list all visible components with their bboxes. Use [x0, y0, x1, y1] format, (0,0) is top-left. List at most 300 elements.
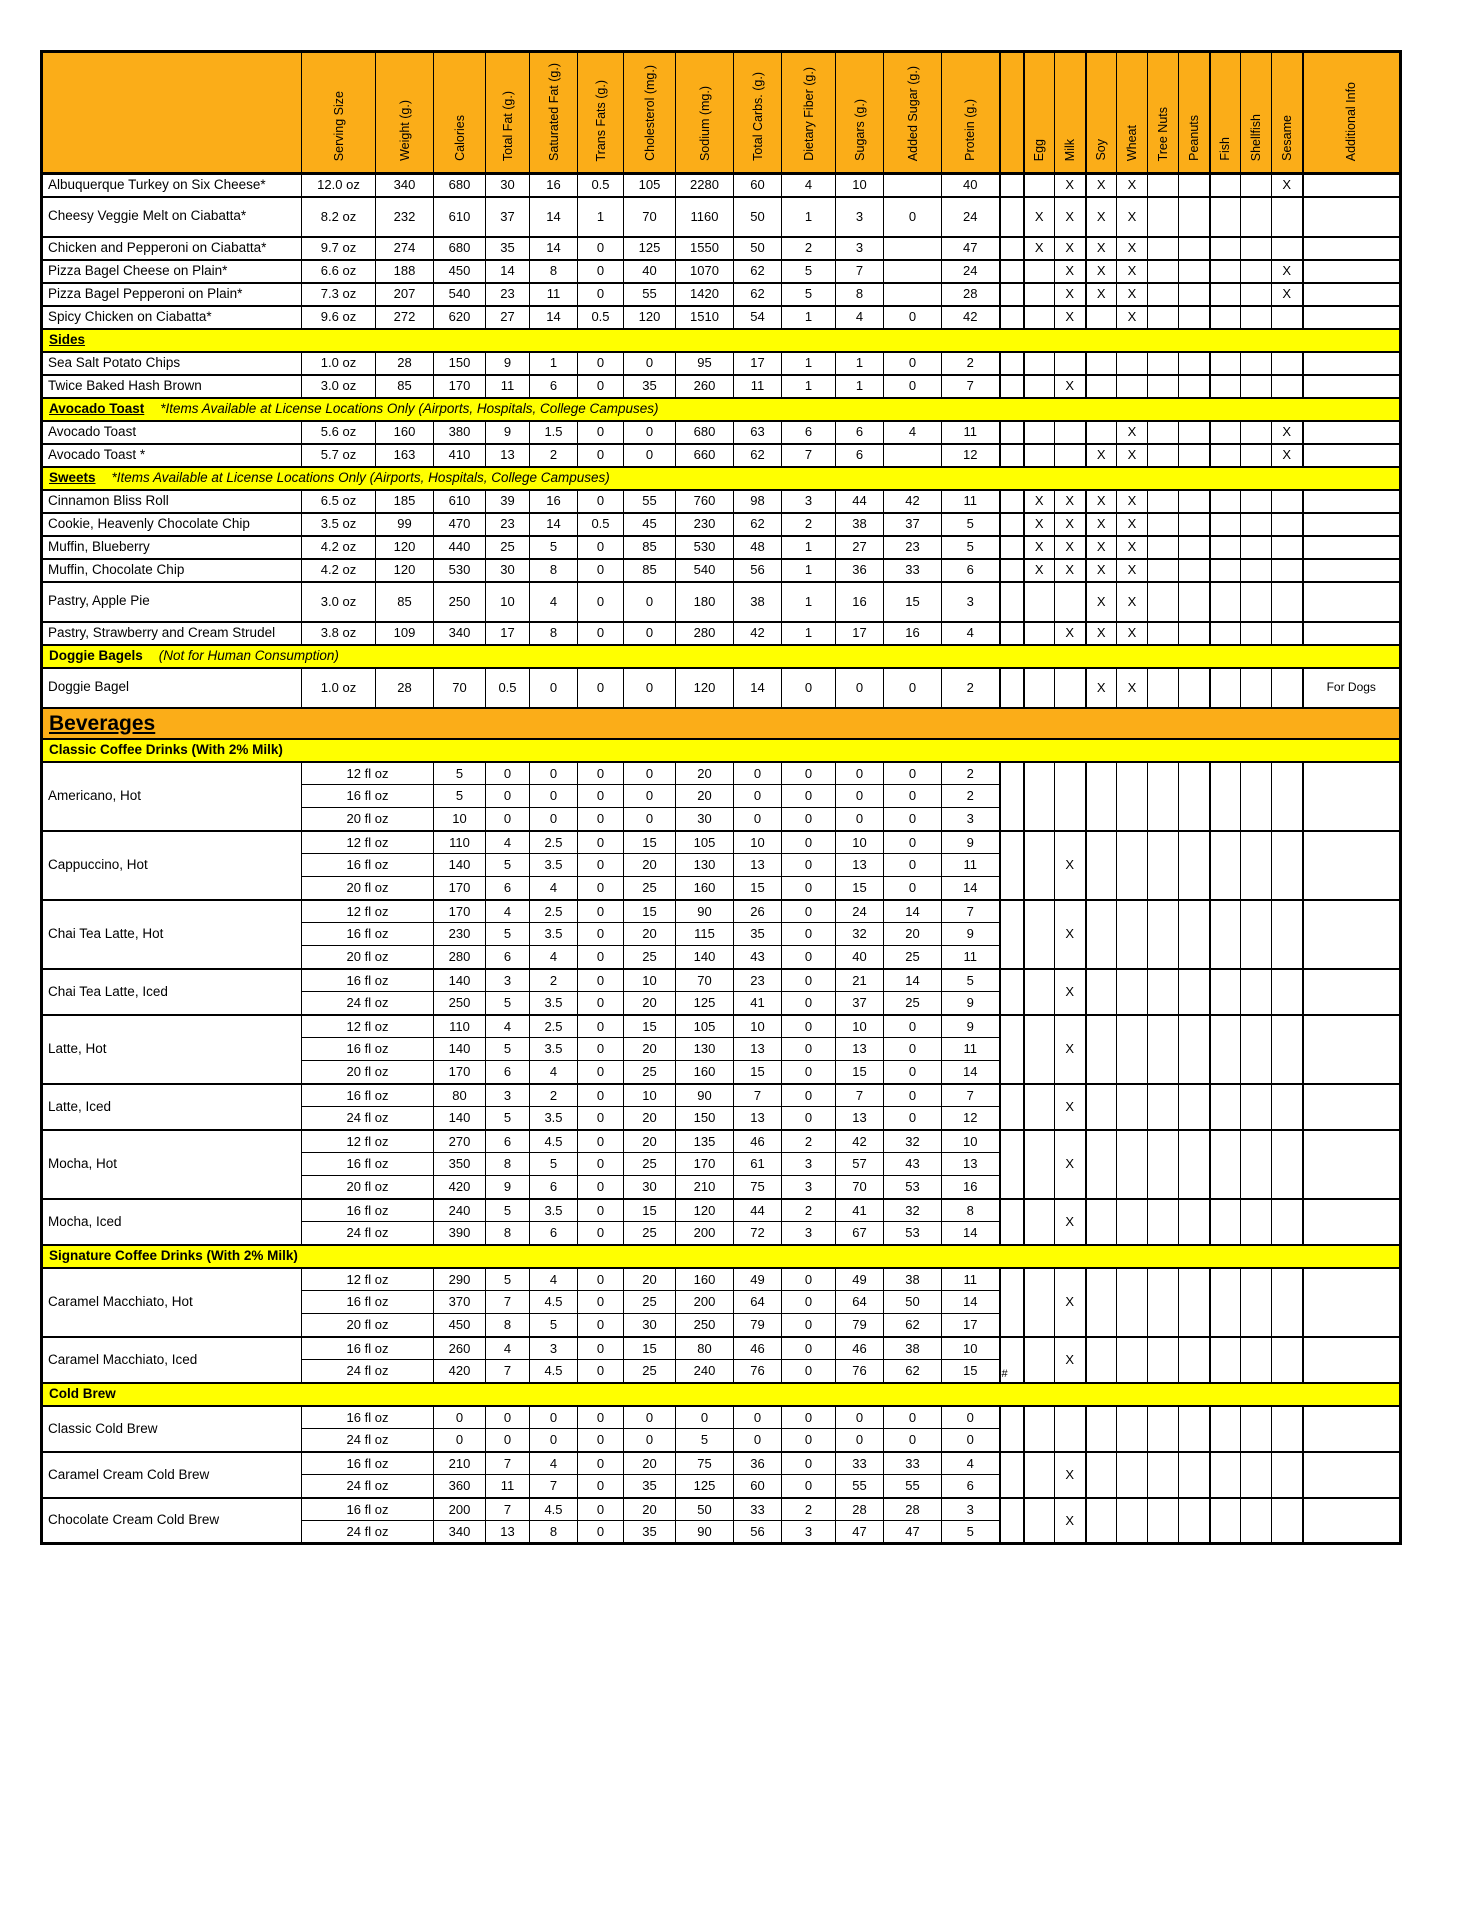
item-row	[42, 536, 1401, 559]
cell-calories: 170	[434, 1061, 486, 1084]
cell-sugars: 21	[836, 969, 884, 992]
allergen-cell-sesame	[1272, 559, 1303, 582]
section-band	[42, 708, 1401, 739]
cell-cholesterol: 85	[624, 559, 676, 582]
allergen-cell-wheat	[1117, 1130, 1148, 1199]
cell-sodium: 160	[676, 877, 734, 900]
cell-total_fat: 5	[486, 992, 530, 1015]
allergen-cell-fish	[1210, 490, 1241, 513]
cell-sodium: 5	[676, 1429, 734, 1452]
cell-total_fat: 3	[486, 1084, 530, 1107]
cell-added_sugar: 0	[884, 668, 942, 708]
cell-saturated_fat: 0	[530, 1406, 578, 1429]
allergen-cell-peanuts	[1179, 762, 1210, 831]
allergen-cell-sesame	[1272, 352, 1303, 375]
allergen-cell-fish	[1210, 1406, 1241, 1452]
cell-trans_fats: 0	[578, 1360, 624, 1383]
allergen-cell-sesame	[1272, 237, 1303, 260]
cell-trans_fats: 0	[578, 1038, 624, 1061]
cell-total_carbs: 33	[734, 1498, 782, 1521]
allergen-cell-tree_nuts	[1148, 622, 1179, 645]
allergen-cell-fish	[1210, 536, 1241, 559]
cell-added_sugar: 0	[884, 352, 942, 375]
cell-sodium: 210	[676, 1176, 734, 1199]
column-header-label: Serving Size	[331, 90, 346, 161]
cell-calories: 250	[434, 582, 486, 622]
cell-calories: 610	[434, 490, 486, 513]
cell-weight: 28	[376, 352, 434, 375]
cell-total_fat: 6	[486, 946, 530, 969]
cell-dietary_fiber: 0	[782, 1061, 836, 1084]
cell-serving-size: 7.3 oz	[302, 283, 376, 306]
cell-sugars: 13	[836, 1038, 884, 1061]
cell-calories: 70	[434, 668, 486, 708]
cell-sodium: 20	[676, 762, 734, 785]
cell-saturated_fat: 2	[530, 444, 578, 467]
cell-added_sugar: 43	[884, 1153, 942, 1176]
allergen-cell-wheat	[1117, 1199, 1148, 1245]
cell-sodium: 135	[676, 1130, 734, 1153]
spacer-cell	[1000, 306, 1024, 329]
cell-added_sugar: 53	[884, 1222, 942, 1245]
allergen-cell-egg	[1024, 174, 1055, 197]
item-row	[42, 375, 1401, 398]
cell-cholesterol: 20	[624, 854, 676, 877]
cell-total_fat: 6	[486, 877, 530, 900]
additional-info-cell	[1303, 1498, 1401, 1544]
cell-saturated_fat: 3.5	[530, 992, 578, 1015]
cell-saturated_fat: 3.5	[530, 1199, 578, 1222]
allergen-cell-soy	[1086, 306, 1117, 329]
column-header-sesame	[1272, 52, 1303, 174]
serving-size-cell: 20 fl oz	[302, 1061, 434, 1084]
cell-cholesterol: 30	[624, 1314, 676, 1337]
cell-serving-size: 6.5 oz	[302, 490, 376, 513]
allergen-cell-shellfish	[1241, 444, 1272, 467]
allergen-cell-soy: X	[1086, 536, 1117, 559]
cell-sugars: 37	[836, 992, 884, 1015]
column-header-sugars-g	[836, 52, 884, 174]
allergen-cell-wheat	[1117, 1337, 1148, 1383]
cell-cholesterol: 35	[624, 375, 676, 398]
allergen-cell-milk: X	[1055, 375, 1086, 398]
cell-dietary_fiber: 1	[782, 306, 836, 329]
spacer-cell	[1000, 668, 1024, 708]
section-label: Doggie Bagels	[49, 647, 143, 663]
serving-size-cell: 24 fl oz	[302, 1429, 434, 1452]
cell-sugars: 1	[836, 352, 884, 375]
section-band	[42, 1245, 1401, 1268]
cell-added_sugar: 32	[884, 1199, 942, 1222]
cell-added_sugar: 0	[884, 785, 942, 808]
cell-sodium: 240	[676, 1360, 734, 1383]
allergen-cell-soy: X	[1086, 513, 1117, 536]
cell-saturated_fat: 4.5	[530, 1130, 578, 1153]
spacer-cell	[1000, 444, 1024, 467]
allergen-cell-wheat	[1117, 1084, 1148, 1130]
spacer-cell	[1000, 352, 1024, 375]
allergen-cell-tree_nuts	[1148, 1084, 1179, 1130]
allergen-cell-peanuts	[1179, 1452, 1210, 1498]
cell-protein: 28	[942, 283, 1000, 306]
spacer-cell	[1000, 237, 1024, 260]
additional-info-cell	[1303, 900, 1401, 969]
cell-cholesterol: 20	[624, 1107, 676, 1130]
cell-protein: 9	[942, 992, 1000, 1015]
item-name-cell: Muffin, Chocolate Chip	[42, 559, 302, 582]
section-label: Sides	[49, 331, 86, 347]
cell-dietary_fiber: 0	[782, 1452, 836, 1475]
allergen-cell-soy: X	[1086, 237, 1117, 260]
additional-info-cell	[1303, 582, 1401, 622]
cell-total_fat: 9	[486, 421, 530, 444]
spacer-cell	[1000, 260, 1024, 283]
additional-info-cell	[1303, 559, 1401, 582]
allergen-cell-peanuts	[1179, 582, 1210, 622]
allergen-cell-peanuts	[1179, 1406, 1210, 1452]
column-header-label: Shellfish	[1249, 113, 1263, 161]
cell-protein: 11	[942, 421, 1000, 444]
beverage-row	[42, 1084, 1401, 1107]
cell-protein: 3	[942, 808, 1000, 831]
allergen-cell-milk: X	[1055, 174, 1086, 197]
cell-added_sugar: 14	[884, 969, 942, 992]
cell-total_carbs: 26	[734, 900, 782, 923]
cell-sodium: 90	[676, 1084, 734, 1107]
cell-calories: 350	[434, 1153, 486, 1176]
cell-dietary_fiber: 0	[782, 668, 836, 708]
spacer-cell	[1000, 421, 1024, 444]
cell-sugars: 64	[836, 1291, 884, 1314]
allergen-cell-wheat: X	[1117, 174, 1148, 197]
allergen-cell-milk: X	[1055, 536, 1086, 559]
allergen-cell-shellfish	[1241, 1084, 1272, 1130]
cell-trans_fats: 0	[578, 831, 624, 854]
cell-total_carbs: 62	[734, 444, 782, 467]
section-band-row	[42, 398, 1401, 421]
allergen-cell-wheat: X	[1117, 622, 1148, 645]
allergen-cell-sesame	[1272, 1337, 1303, 1383]
serving-size-cell: 24 fl oz	[302, 992, 434, 1015]
allergen-cell-milk: X	[1055, 490, 1086, 513]
cell-trans_fats: 0	[578, 900, 624, 923]
cell-saturated_fat: 4	[530, 1268, 578, 1291]
cell-calories: 140	[434, 969, 486, 992]
section-band-row	[42, 708, 1401, 739]
allergen-cell-sesame: X	[1272, 260, 1303, 283]
column-header-sodium-mg	[676, 52, 734, 174]
cell-calories: 150	[434, 352, 486, 375]
column-header-label: Protein (g.)	[963, 99, 978, 161]
spacer-cell	[1000, 490, 1024, 513]
cell-cholesterol: 20	[624, 1130, 676, 1153]
allergen-cell-fish	[1210, 559, 1241, 582]
additional-info-cell	[1303, 283, 1401, 306]
cell-total_carbs: 42	[734, 622, 782, 645]
cell-added_sugar: 32	[884, 1130, 942, 1153]
cell-sugars: 7	[836, 1084, 884, 1107]
cell-dietary_fiber: 2	[782, 1199, 836, 1222]
cell-total_carbs: 75	[734, 1176, 782, 1199]
allergen-cell-egg	[1024, 1337, 1055, 1383]
column-header-peanuts	[1179, 52, 1210, 174]
allergen-cell-peanuts	[1179, 444, 1210, 467]
cell-trans_fats: 0	[578, 1406, 624, 1429]
cell-protein: 3	[942, 582, 1000, 622]
section-note: *Items Available at License Locations Only (Airports, Hospitals, College Campuses)	[160, 400, 659, 416]
allergen-cell-egg	[1024, 900, 1055, 969]
cell-weight: 120	[376, 536, 434, 559]
cell-sodium: 0	[676, 1406, 734, 1429]
cell-saturated_fat: 14	[530, 513, 578, 536]
cell-saturated_fat: 4.5	[530, 1291, 578, 1314]
additional-info-cell	[1303, 513, 1401, 536]
cell-calories: 280	[434, 946, 486, 969]
allergen-cell-milk: X	[1055, 1337, 1086, 1383]
item-row	[42, 283, 1401, 306]
cell-trans_fats: 0	[578, 283, 624, 306]
cell-protein: 5	[942, 1521, 1000, 1544]
cell-added_sugar: 0	[884, 1107, 942, 1130]
allergen-cell-sesame	[1272, 622, 1303, 645]
item-row	[42, 444, 1401, 467]
spacer-cell	[1000, 969, 1024, 1015]
cell-saturated_fat: 4	[530, 1452, 578, 1475]
allergen-cell-sesame	[1272, 1406, 1303, 1452]
cell-added_sugar: 15	[884, 582, 942, 622]
cell-sugars: 6	[836, 421, 884, 444]
cell-cholesterol: 15	[624, 1199, 676, 1222]
allergen-cell-shellfish	[1241, 831, 1272, 900]
cell-cholesterol: 20	[624, 923, 676, 946]
cell-added_sugar: 0	[884, 1038, 942, 1061]
cell-total_carbs: 72	[734, 1222, 782, 1245]
allergen-cell-peanuts	[1179, 1084, 1210, 1130]
allergen-cell-milk	[1055, 762, 1086, 831]
cell-total_carbs: 54	[734, 306, 782, 329]
cell-cholesterol: 0	[624, 785, 676, 808]
beverage-row	[42, 1498, 1401, 1521]
cell-sugars: 0	[836, 1406, 884, 1429]
serving-size-cell: 12 fl oz	[302, 762, 434, 785]
cell-saturated_fat: 6	[530, 375, 578, 398]
section-band	[42, 1383, 1401, 1406]
allergen-cell-wheat	[1117, 900, 1148, 969]
allergen-cell-fish	[1210, 1498, 1241, 1544]
cell-calories: 140	[434, 1038, 486, 1061]
cell-sodium: 180	[676, 582, 734, 622]
header-row	[42, 52, 1401, 174]
allergen-cell-wheat	[1117, 375, 1148, 398]
cell-total_carbs: 36	[734, 1452, 782, 1475]
cell-saturated_fat: 3.5	[530, 1038, 578, 1061]
item-name-cell: Spicy Chicken on Ciabatta*	[42, 306, 302, 329]
cell-added_sugar: 0	[884, 762, 942, 785]
cell-calories: 680	[434, 174, 486, 197]
cell-cholesterol: 0	[624, 421, 676, 444]
allergen-cell-shellfish	[1241, 1337, 1272, 1383]
cell-protein: 9	[942, 923, 1000, 946]
cell-cholesterol: 15	[624, 1015, 676, 1038]
cell-total_fat: 8	[486, 1222, 530, 1245]
cell-calories: 170	[434, 375, 486, 398]
cell-saturated_fat: 3	[530, 1337, 578, 1360]
cell-total_carbs: 35	[734, 923, 782, 946]
cell-saturated_fat: 5	[530, 1314, 578, 1337]
cell-dietary_fiber: 4	[782, 174, 836, 197]
cell-serving-size: 5.7 oz	[302, 444, 376, 467]
allergen-cell-wheat: X	[1117, 536, 1148, 559]
allergen-cell-tree_nuts	[1148, 421, 1179, 444]
cell-dietary_fiber: 0	[782, 1107, 836, 1130]
allergen-cell-fish	[1210, 969, 1241, 1015]
allergen-cell-fish	[1210, 375, 1241, 398]
cell-sugars: 17	[836, 622, 884, 645]
cell-serving-size: 8.2 oz	[302, 197, 376, 237]
cell-sodium: 200	[676, 1222, 734, 1245]
cell-dietary_fiber: 0	[782, 808, 836, 831]
allergen-cell-sesame	[1272, 513, 1303, 536]
allergen-cell-soy: X	[1086, 174, 1117, 197]
allergen-cell-egg: X	[1024, 513, 1055, 536]
serving-size-cell: 16 fl oz	[302, 1498, 434, 1521]
cell-weight: 188	[376, 260, 434, 283]
cell-total_fat: 5	[486, 1199, 530, 1222]
additional-info-cell	[1303, 306, 1401, 329]
allergen-cell-egg	[1024, 1015, 1055, 1084]
section-band-row	[42, 1383, 1401, 1406]
cell-dietary_fiber: 2	[782, 513, 836, 536]
allergen-cell-peanuts	[1179, 969, 1210, 1015]
cell-total_fat: 4	[486, 900, 530, 923]
cell-calories: 170	[434, 900, 486, 923]
cell-sugars: 28	[836, 1498, 884, 1521]
allergen-cell-milk: X	[1055, 1130, 1086, 1199]
allergen-cell-milk	[1055, 582, 1086, 622]
beverage-name-cell: Caramel Macchiato, Hot	[42, 1268, 302, 1337]
beverage-name-cell: Latte, Hot	[42, 1015, 302, 1084]
cell-protein: 11	[942, 1268, 1000, 1291]
cell-calories: 470	[434, 513, 486, 536]
allergen-cell-wheat: X	[1117, 306, 1148, 329]
allergen-cell-fish	[1210, 283, 1241, 306]
cell-calories: 210	[434, 1452, 486, 1475]
cell-added_sugar	[884, 444, 942, 467]
allergen-cell-soy	[1086, 762, 1117, 831]
cell-cholesterol: 0	[624, 1429, 676, 1452]
section-band-row	[42, 467, 1401, 490]
cell-added_sugar: 0	[884, 854, 942, 877]
cell-total_fat: 7	[486, 1360, 530, 1383]
allergen-cell-peanuts	[1179, 421, 1210, 444]
column-header-label: Cholesterol (mg.)	[642, 65, 657, 161]
cell-total_fat: 17	[486, 622, 530, 645]
spacer-cell	[1000, 559, 1024, 582]
cell-sodium: 30	[676, 808, 734, 831]
column-header-label: Calories	[452, 115, 467, 161]
cell-total_fat: 0	[486, 785, 530, 808]
column-header-label: Soy	[1094, 139, 1109, 161]
cell-protein: 11	[942, 946, 1000, 969]
column-header-calories	[434, 52, 486, 174]
allergen-cell-fish	[1210, 444, 1241, 467]
allergen-cell-tree_nuts	[1148, 306, 1179, 329]
cell-sugars: 7	[836, 260, 884, 283]
allergen-cell-wheat: X	[1117, 582, 1148, 622]
allergen-cell-sesame	[1272, 1084, 1303, 1130]
column-header-spacer	[1000, 52, 1024, 174]
cell-total_fat: 8	[486, 1153, 530, 1176]
serving-size-cell: 20 fl oz	[302, 1314, 434, 1337]
section-band	[42, 398, 1401, 421]
allergen-cell-wheat	[1117, 1452, 1148, 1498]
serving-size-cell: 24 fl oz	[302, 1222, 434, 1245]
cell-saturated_fat: 4.5	[530, 1498, 578, 1521]
cell-serving-size: 3.5 oz	[302, 513, 376, 536]
cell-trans_fats: 0	[578, 622, 624, 645]
allergen-cell-shellfish	[1241, 197, 1272, 237]
cell-trans_fats: 0	[578, 946, 624, 969]
cell-calories: 410	[434, 444, 486, 467]
allergen-cell-shellfish	[1241, 1199, 1272, 1245]
cell-serving-size: 3.0 oz	[302, 582, 376, 622]
cell-sodium: 260	[676, 375, 734, 398]
cell-added_sugar: 62	[884, 1314, 942, 1337]
allergen-cell-wheat: X	[1117, 444, 1148, 467]
cell-serving-size: 3.8 oz	[302, 622, 376, 645]
cell-total_carbs: 11	[734, 375, 782, 398]
allergen-cell-shellfish	[1241, 513, 1272, 536]
allergen-cell-shellfish	[1241, 1452, 1272, 1498]
serving-size-cell: 16 fl oz	[302, 1452, 434, 1475]
cell-calories: 450	[434, 260, 486, 283]
allergen-cell-shellfish	[1241, 1015, 1272, 1084]
cell-cholesterol: 15	[624, 900, 676, 923]
item-name-cell: Pastry, Apple Pie	[42, 582, 302, 622]
cell-sugars: 33	[836, 1452, 884, 1475]
serving-size-cell: 12 fl oz	[302, 1268, 434, 1291]
cell-weight: 28	[376, 668, 434, 708]
item-name-cell: Cheesy Veggie Melt on Ciabatta*	[42, 197, 302, 237]
cell-saturated_fat: 1.5	[530, 421, 578, 444]
allergen-cell-milk: X	[1055, 260, 1086, 283]
additional-info-cell	[1303, 352, 1401, 375]
beverage-row	[42, 1452, 1401, 1475]
cell-protein: 7	[942, 1084, 1000, 1107]
allergen-cell-milk: X	[1055, 1199, 1086, 1245]
cell-saturated_fat: 1	[530, 352, 578, 375]
cell-added_sugar: 25	[884, 946, 942, 969]
allergen-cell-peanuts	[1179, 1268, 1210, 1337]
cell-total_fat: 13	[486, 1521, 530, 1544]
cell-calories: 230	[434, 923, 486, 946]
cell-trans_fats: 0	[578, 1291, 624, 1314]
cell-dietary_fiber: 0	[782, 946, 836, 969]
cell-cholesterol: 85	[624, 536, 676, 559]
cell-cholesterol: 25	[624, 1061, 676, 1084]
allergen-cell-wheat: X	[1117, 237, 1148, 260]
allergen-cell-egg	[1024, 622, 1055, 645]
serving-size-cell: 20 fl oz	[302, 808, 434, 831]
allergen-cell-milk: X	[1055, 1498, 1086, 1544]
column-header-label: Tree Nuts	[1156, 106, 1170, 161]
cell-sugars: 41	[836, 1199, 884, 1222]
cell-protein: 24	[942, 260, 1000, 283]
cell-sugars: 42	[836, 1130, 884, 1153]
item-name-cell: Doggie Bagel	[42, 668, 302, 708]
column-header-label: Fish	[1218, 137, 1233, 161]
item-name-cell: Pizza Bagel Cheese on Plain*	[42, 260, 302, 283]
